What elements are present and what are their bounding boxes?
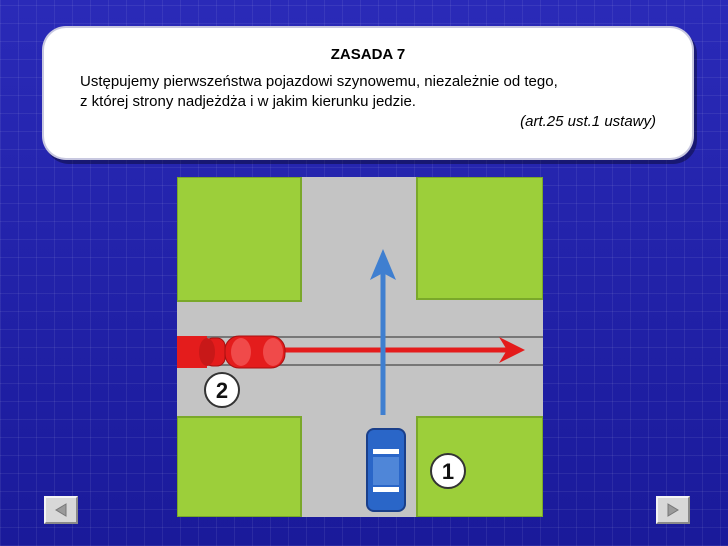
tram-vehicle xyxy=(177,336,285,368)
triangle-left-icon xyxy=(52,502,70,518)
triangle-right-icon xyxy=(664,502,682,518)
tram-label: 2 xyxy=(215,378,229,403)
rule-panel xyxy=(44,28,692,158)
next-slide-button[interactable] xyxy=(656,496,690,524)
grass-bottom-left xyxy=(177,417,301,517)
previous-slide-button[interactable] xyxy=(44,496,78,524)
car-vehicle xyxy=(367,429,405,511)
intersection-illustration xyxy=(177,177,543,517)
grass-top-right xyxy=(417,177,543,299)
grass-top-left xyxy=(177,177,301,301)
rule-source: (art.25 ust.1 ustawy) xyxy=(520,113,656,130)
car-label-badge xyxy=(431,454,465,488)
rule-title: ZASADA 7 xyxy=(330,46,406,63)
rule-text-line-1: Ustępujemy pierwszeństwa pojazdowi szynowemu, niezależnie od tego, xyxy=(80,73,558,90)
tram-label-badge xyxy=(205,373,239,407)
rule-text-line-2: z której strony nadjeżdża i w jakim kierunku jedzie. xyxy=(80,93,416,110)
car-label: 1 xyxy=(441,459,455,484)
